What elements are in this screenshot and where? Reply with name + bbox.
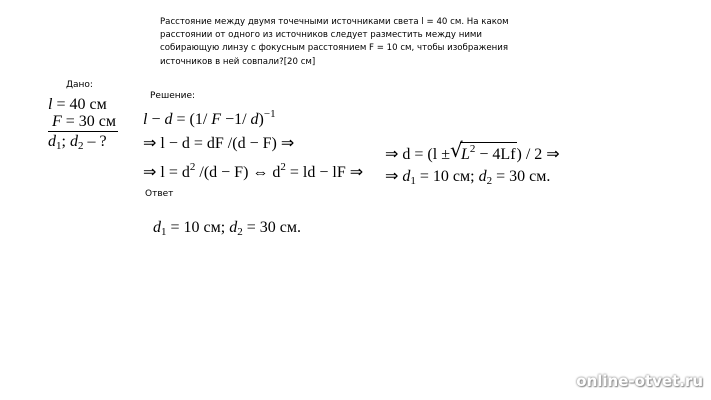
solution-label: Решение: [150,91,196,101]
radical-sign-icon: √ [449,138,463,162]
given-unknown: $d_1$; $d_2$ – ? [48,133,107,152]
given-l: l = 40 см [48,96,107,113]
right1-part-b: L [460,146,470,163]
answer-label: Ответ [145,189,174,199]
given-F-value: = 30 см [65,113,117,130]
given-F: F = 30 см [52,113,117,130]
line3-part-c: = ld − lF ⇒ [285,164,364,181]
given-l-value: = 40 см [56,96,107,113]
line3-part-a: ⇒ l = d [143,164,190,181]
given-block [48,96,118,155]
sqrt-expression: √ $L^2 - 4Lf$ [449,138,516,163]
right1-part-a: ⇒ d = (l ± [385,146,450,163]
line3-part-b: /(d − F) ⇔ d [195,164,281,181]
right1-part-c: − 4Lf [475,146,516,163]
watermark: online-otvet.ru [576,372,703,390]
answer-d2: = 30 см. [242,219,301,236]
right1-part-d: ) / 2 ⇒ [516,146,560,163]
given-divider [48,131,118,132]
answer-d1: = 10 см; [166,219,230,236]
solution-right-line-1 [385,138,560,164]
given-label: Дано: [66,80,93,90]
problem-statement: Расстояние между двумя точечными источниками света l = 40 см. На каком расстоянии от одного из источников следует разместить между ними собирающую линзу с фокусным расстоянием F = 10 см, чтобы изображения источников в ней совпали?[20 см] [160,17,509,67]
solution-right-line-2: ⇒ $d_1 = 10$ см; $d_2 = 30$ см. [385,168,551,187]
answer-line: $d_1 = 10$ см; $d_2 = 30$ см. [153,219,301,238]
solution-line-2: ⇒ l − d = dF /(d − F) ⇒ [143,135,295,152]
given-unknown-tail: – ? [87,133,107,150]
solution-line-3: ⇒ $l = d^2$ /(d − F) ⇔ $d^2$ = ld − lF ⇒ [143,161,364,181]
solution-line-1: l − d = (1/ F −1/ d)$^{-1}$ [143,108,276,128]
